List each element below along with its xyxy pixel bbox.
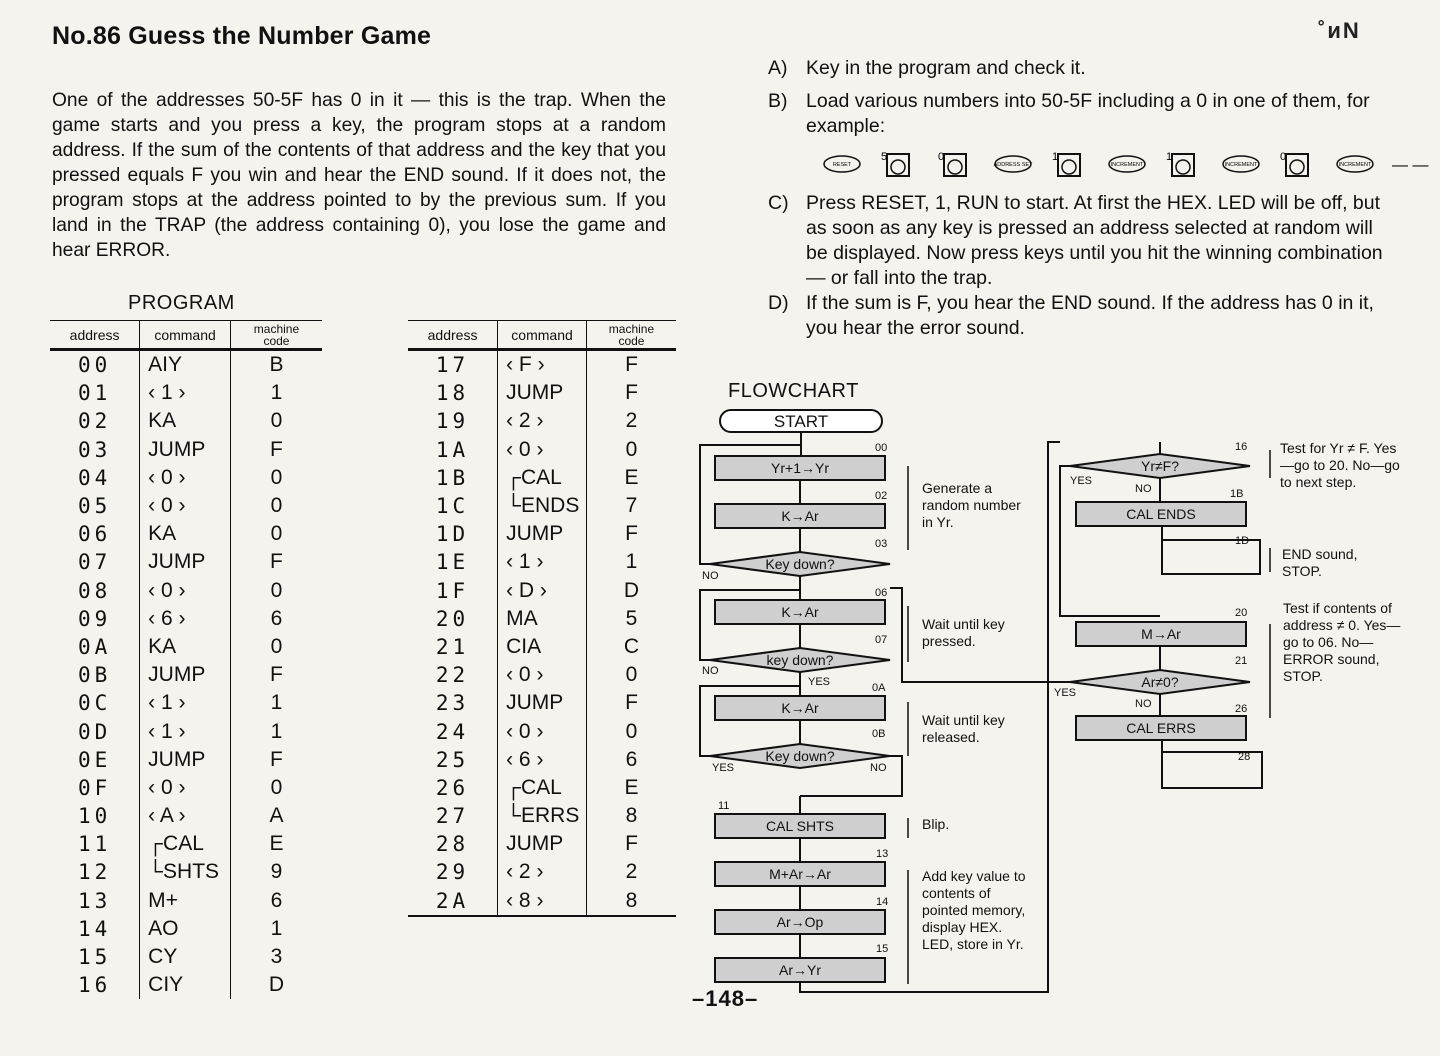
machine-code-cell: F (586, 379, 676, 407)
addr-15: 15 (876, 943, 889, 955)
page-number: –148– (692, 986, 759, 1011)
box-k-ar-3-label: K→Ar (781, 700, 819, 716)
key-sequence (818, 146, 1429, 180)
address-cell: 09 (77, 606, 112, 631)
address-cell: 29 (435, 860, 470, 885)
address-cell: 2A (408, 887, 498, 916)
table-row (50, 407, 322, 435)
command-cell: ‹ 0 › (498, 717, 587, 745)
machine-code-cell: 1 (230, 689, 322, 717)
table-row (408, 548, 676, 576)
command-cell: ‹ 0 › (140, 577, 231, 605)
table-row (408, 661, 676, 689)
start-label: START (773, 412, 829, 431)
machine-code-cell: F (586, 689, 676, 717)
addr-06: 06 (875, 587, 888, 599)
address-cell: 16 (77, 973, 112, 998)
address-cell: 15 (77, 945, 112, 970)
program-title: PROGRAM (128, 292, 235, 314)
note-test-contents: Test if contents of address ≠ 0. Yes—go to 06. No—ERROR sound, STOP. (1283, 600, 1401, 684)
machine-code-cell: 0 (230, 633, 322, 661)
svg-text:NO: NO (1135, 483, 1152, 495)
command-cell: ┌CAL (498, 774, 587, 802)
address-cell: 04 (77, 465, 112, 490)
machine-code-cell: D (586, 577, 676, 605)
address-header: address (408, 321, 498, 350)
addr-16: 16 (1235, 441, 1248, 453)
address-cell: 10 (77, 804, 112, 829)
address-cell: 18 (435, 381, 470, 406)
command-cell: JUMP (498, 520, 587, 548)
address-cell: 01 (77, 381, 112, 406)
table-row (408, 802, 676, 830)
note-wait-pressed: Wait until key pressed. (922, 616, 1005, 649)
machine-code-cell: 0 (586, 717, 676, 745)
table-row (408, 887, 676, 916)
svg-text:YES: YES (808, 676, 831, 688)
table-row (408, 407, 676, 435)
machine-code-cell: D (230, 971, 322, 999)
machine-code-cell: 0 (230, 407, 322, 435)
table-row (408, 577, 676, 605)
table-row (408, 464, 676, 492)
machine-code-cell: 1 (230, 717, 322, 745)
key-icon-0 (824, 156, 860, 172)
command-cell: ‹ F › (498, 350, 587, 380)
address-cell: 07 (77, 550, 112, 575)
addr-13: 13 (876, 848, 889, 860)
step-b: B) Load various numbers into 50-5F including a 0 in one of them, for example: (768, 90, 1370, 137)
address-header: address (50, 321, 140, 350)
machine-code-cell: F (230, 746, 322, 774)
table-row (50, 350, 322, 380)
address-cell: 17 (435, 353, 470, 378)
command-cell: KA (140, 520, 231, 548)
note-add-key: Add key value to contents of pointed memory, display HEX. LED, store in Yr. (922, 868, 1026, 952)
program-table-2 (408, 320, 676, 917)
table-row (408, 689, 676, 717)
machine-code-cell: 5 (586, 605, 676, 633)
program-table-1 (50, 320, 322, 999)
address-cell: 14 (77, 916, 112, 941)
command-cell: ‹ 0 › (140, 774, 231, 802)
table-row (50, 915, 322, 943)
page-title: No.86 Guess the Number Game (52, 22, 432, 50)
table-row (50, 633, 322, 661)
machine-code-cell: 7 (586, 492, 676, 520)
machine-code-cell: 2 (586, 407, 676, 435)
command-cell: AIY (140, 350, 231, 380)
flowchart-title: FLOWCHART (728, 380, 859, 402)
command-header: command (498, 321, 587, 350)
machine-code-cell: F (230, 548, 322, 576)
command-cell: JUMP (140, 746, 231, 774)
note-end-sound: END sound, STOP. (1282, 546, 1358, 579)
svg-text:INCREMENT: INCREMENT (1224, 162, 1258, 168)
box-k-ar-2-label: K→Ar (781, 604, 819, 620)
machine-code-cell: F (586, 830, 676, 858)
machine-code-cell: 6 (586, 746, 676, 774)
svg-text:5: 5 (881, 151, 888, 163)
command-cell: ‹ 0 › (498, 436, 587, 464)
machine-code-cell: 0 (230, 464, 322, 492)
instruction-steps (768, 56, 1388, 349)
table-row (408, 774, 676, 802)
command-cell: KA (140, 407, 231, 435)
box-cal-shts-label: CAL SHTS (766, 818, 834, 834)
addr-20: 20 (1235, 607, 1248, 619)
machine-code-cell: 3 (230, 943, 322, 971)
address-cell: 13 (77, 888, 112, 913)
machine-code-cell: 0 (230, 492, 322, 520)
machine-code-cell: 1 (586, 548, 676, 576)
decision-key-down-2-label: key down? (766, 652, 834, 668)
machine-code-cell: A (230, 802, 322, 830)
machine-code-cell: 8 (586, 802, 676, 830)
svg-text:NO: NO (1135, 698, 1152, 710)
svg-text:RESET: RESET (832, 162, 852, 168)
svg-text:0: 0 (1280, 151, 1287, 163)
svg-text:0: 0 (938, 151, 945, 163)
addr-1B: 1B (1230, 488, 1244, 500)
table-row (50, 943, 322, 971)
table-row (408, 717, 676, 745)
table-row (50, 548, 322, 576)
address-cell: 0D (77, 719, 112, 744)
command-cell: JUMP (140, 661, 231, 689)
command-cell: MA (498, 605, 587, 633)
address-cell: 08 (77, 578, 112, 603)
address-cell: 28 (435, 832, 470, 857)
key-icon-2 (938, 151, 966, 176)
address-cell: 24 (435, 719, 470, 744)
addr-21: 21 (1235, 655, 1248, 667)
address-cell: 22 (435, 663, 470, 688)
address-cell: 05 (77, 494, 112, 519)
command-cell: ‹ A › (140, 802, 231, 830)
address-cell: 20 (435, 606, 470, 631)
table-row (408, 379, 676, 407)
command-cell: AO (140, 915, 231, 943)
addr-03: 03 (875, 538, 888, 550)
note-wait-released: Wait until key released. (922, 712, 1005, 745)
command-cell: ‹ D › (498, 577, 587, 605)
machine-code-cell: 8 (586, 887, 676, 916)
command-cell: ‹ 6 › (140, 605, 231, 633)
key-icon-1 (881, 151, 909, 176)
svg-text:YES: YES (1070, 475, 1093, 487)
corner-text: ˚ᴎN (1318, 18, 1361, 43)
table-row (50, 379, 322, 407)
machine-code-cell: 9 (230, 858, 322, 886)
address-cell: 0E (77, 747, 112, 772)
address-cell: 06 (77, 522, 112, 547)
command-cell: JUMP (498, 379, 587, 407)
box-ar-op-label: Ar→Op (776, 914, 824, 930)
svg-text:1: 1 (1166, 151, 1173, 163)
machine-code-cell: E (586, 774, 676, 802)
table-row (50, 774, 322, 802)
table-row (50, 661, 322, 689)
table-row (408, 605, 676, 633)
machine-code-cell: 1 (230, 915, 322, 943)
table-row (50, 971, 322, 999)
key-icon-4 (1052, 151, 1080, 176)
decision-yr-f-label: Yr≠F? (1140, 458, 1180, 474)
machine-code-cell: F (586, 350, 676, 380)
table-row (50, 746, 322, 774)
table-row (50, 520, 322, 548)
command-cell: CY (140, 943, 231, 971)
command-cell: ‹ 1 › (140, 689, 231, 717)
addr-02: 02 (875, 490, 888, 502)
command-cell: ‹ 0 › (498, 661, 587, 689)
step-a: A) Key in the program and check it. (768, 57, 1086, 79)
svg-text:ADDRESS SET: ADDRESS SET (993, 162, 1033, 168)
address-cell: 1D (435, 522, 470, 547)
machine-code-cell: 0 (586, 436, 676, 464)
svg-text:YES: YES (712, 762, 735, 774)
command-cell: ┌CAL (498, 464, 587, 492)
table-row (50, 492, 322, 520)
command-cell: ‹ 8 › (498, 887, 587, 916)
machine-code-cell: B (230, 350, 322, 380)
table-row (408, 350, 676, 380)
note-test-yr: Test for Yr ≠ F. Yes—go to 20. No—go to next step. (1280, 440, 1400, 490)
address-cell: 27 (435, 804, 470, 829)
addr-1D: 1D (1235, 535, 1250, 547)
machine-code-cell: 0 (230, 577, 322, 605)
table-row (408, 830, 676, 858)
box-m-ar-2-label: M→Ar (1141, 626, 1181, 642)
address-cell: 03 (77, 437, 112, 462)
note-blip: Blip. (922, 816, 950, 832)
table-row (50, 717, 322, 745)
address-cell: 25 (435, 747, 470, 772)
machine-code-cell: F (586, 520, 676, 548)
address-cell: 12 (77, 860, 112, 885)
key-icon-9 (1337, 156, 1373, 172)
svg-text:YES: YES (1054, 687, 1077, 699)
command-cell: JUMP (140, 436, 231, 464)
box-ar-yr-label: Ar→Yr (779, 962, 821, 978)
address-cell: 0B (77, 663, 112, 688)
table-row (408, 492, 676, 520)
address-cell: 1C (435, 494, 470, 519)
addr-14: 14 (876, 896, 889, 908)
command-cell: JUMP (498, 689, 587, 717)
command-header: command (140, 321, 231, 350)
command-cell: ‹ 1 › (140, 379, 231, 407)
addr-26: 26 (1235, 703, 1248, 715)
key-icon-3 (994, 156, 1033, 172)
table-row (408, 520, 676, 548)
intro-paragraph: One of the addresses 50-5F has 0 in it — this is the trap. When the game starts and you press a key, the program stops at a random address. If the sum of the contents of that address and the key that you pressed equals F you win and hear the END sound. If it does not, the program stops at the address pointed to by the previous sum. If you land in the TRAP (the address containing 0), you lose the game and hear ERROR. (52, 90, 666, 261)
address-cell: 23 (435, 691, 470, 716)
address-cell: 0C (77, 691, 112, 716)
table-row (50, 464, 322, 492)
machine-code-cell: 6 (230, 605, 322, 633)
machine-code-cell: 2 (586, 858, 676, 886)
decision-key-down-3-label: Key down? (765, 748, 835, 764)
address-cell: 0F (77, 775, 112, 800)
command-cell: JUMP (140, 548, 231, 576)
addr-11: 11 (718, 800, 730, 812)
table-row (50, 802, 322, 830)
command-cell: ‹ 0 › (140, 492, 231, 520)
address-cell: 21 (435, 634, 470, 659)
step-d: D) If the sum is F, you hear the END sound. If the address has 0 in it, you hear the error sound. (768, 292, 1374, 339)
table-row (408, 436, 676, 464)
machine-code-header: machine code (586, 321, 676, 350)
command-cell: ┌CAL (140, 830, 231, 858)
addr-28: 28 (1238, 751, 1251, 763)
table-row (408, 858, 676, 886)
machine-code-cell: E (230, 830, 322, 858)
table-row (50, 436, 322, 464)
address-cell: 26 (435, 775, 470, 800)
key-icon-5 (1109, 156, 1145, 172)
machine-code-cell: E (586, 464, 676, 492)
command-cell: ‹ 2 › (498, 407, 587, 435)
address-cell: 00 (77, 353, 112, 378)
command-cell: CIY (140, 971, 231, 999)
address-cell: 19 (435, 409, 470, 434)
address-cell: 1E (435, 550, 470, 575)
addr-0A: 0A (872, 682, 886, 694)
step-c: C) Press RESET, 1, RUN to start. At first the HEX. LED will be off, but as soon as any key is pressed an address selected at random will be displayed. Now press keys until you hit the winning combination — or fall into the trap. (768, 192, 1383, 289)
svg-text:NO: NO (870, 762, 887, 774)
note-generate: Generate a random number in Yr. (922, 480, 1021, 530)
table-row (408, 746, 676, 774)
machine-code-cell: F (230, 436, 322, 464)
addr-0B: 0B (872, 728, 886, 740)
address-cell: 0A (77, 634, 112, 659)
command-cell: └ENDS (498, 492, 587, 520)
command-cell: └ERRS (498, 802, 587, 830)
table-row (50, 830, 322, 858)
address-cell: 11 (77, 832, 112, 857)
addr-00: 00 (875, 442, 888, 454)
box-m-ar-label: M+Ar→Ar (769, 866, 831, 882)
command-cell: M+ (140, 887, 231, 915)
key-icon-8 (1280, 151, 1308, 176)
machine-code-cell: 0 (586, 661, 676, 689)
key-icon-7 (1223, 156, 1259, 172)
table-row (50, 858, 322, 886)
command-cell: ‹ 2 › (498, 858, 587, 886)
decision-ar-0-label: Ar≠0? (1141, 674, 1179, 690)
machine-code-cell: 0 (230, 774, 322, 802)
machine-code-cell: 0 (230, 520, 322, 548)
decision-key-down-1-label: Key down? (765, 556, 835, 572)
command-cell: ‹ 0 › (140, 464, 231, 492)
address-cell: 1F (435, 578, 470, 603)
machine-code-cell: 6 (230, 887, 322, 915)
command-cell: ‹ 6 › (498, 746, 587, 774)
addr-07: 07 (875, 634, 888, 646)
table-row (50, 577, 322, 605)
command-cell: CIA (498, 633, 587, 661)
svg-text:1: 1 (1052, 151, 1059, 163)
svg-text:NO: NO (702, 665, 719, 677)
svg-text:INCREMENT: INCREMENT (1110, 162, 1144, 168)
machine-code-header: machine code (230, 321, 322, 350)
address-cell: 1A (435, 437, 470, 462)
table-row (50, 689, 322, 717)
command-cell: JUMP (498, 830, 587, 858)
box-cal-ends-label: CAL ENDS (1126, 506, 1196, 522)
machine-code-cell: 1 (230, 379, 322, 407)
command-cell: ‹ 1 › (498, 548, 587, 576)
address-cell: 02 (77, 409, 112, 434)
svg-text:NO: NO (702, 570, 719, 582)
table-row (50, 605, 322, 633)
machine-code-cell: C (586, 633, 676, 661)
key-sequence-trail: — — (1392, 157, 1429, 174)
svg-text:INCREMENT: INCREMENT (1338, 162, 1372, 168)
box-cal-errs-label: CAL ERRS (1126, 720, 1196, 736)
machine-code-cell: F (230, 661, 322, 689)
table-row (50, 887, 322, 915)
box-k-ar-1-label: K→Ar (781, 508, 819, 524)
command-cell: ‹ 1 › (140, 717, 231, 745)
box-yr-inc-label: Yr+1→Yr (771, 460, 829, 476)
address-cell: 1B (435, 465, 470, 490)
table-row (408, 633, 676, 661)
key-icon-6 (1166, 151, 1194, 176)
command-cell: └SHTS (140, 858, 231, 886)
command-cell: KA (140, 633, 231, 661)
